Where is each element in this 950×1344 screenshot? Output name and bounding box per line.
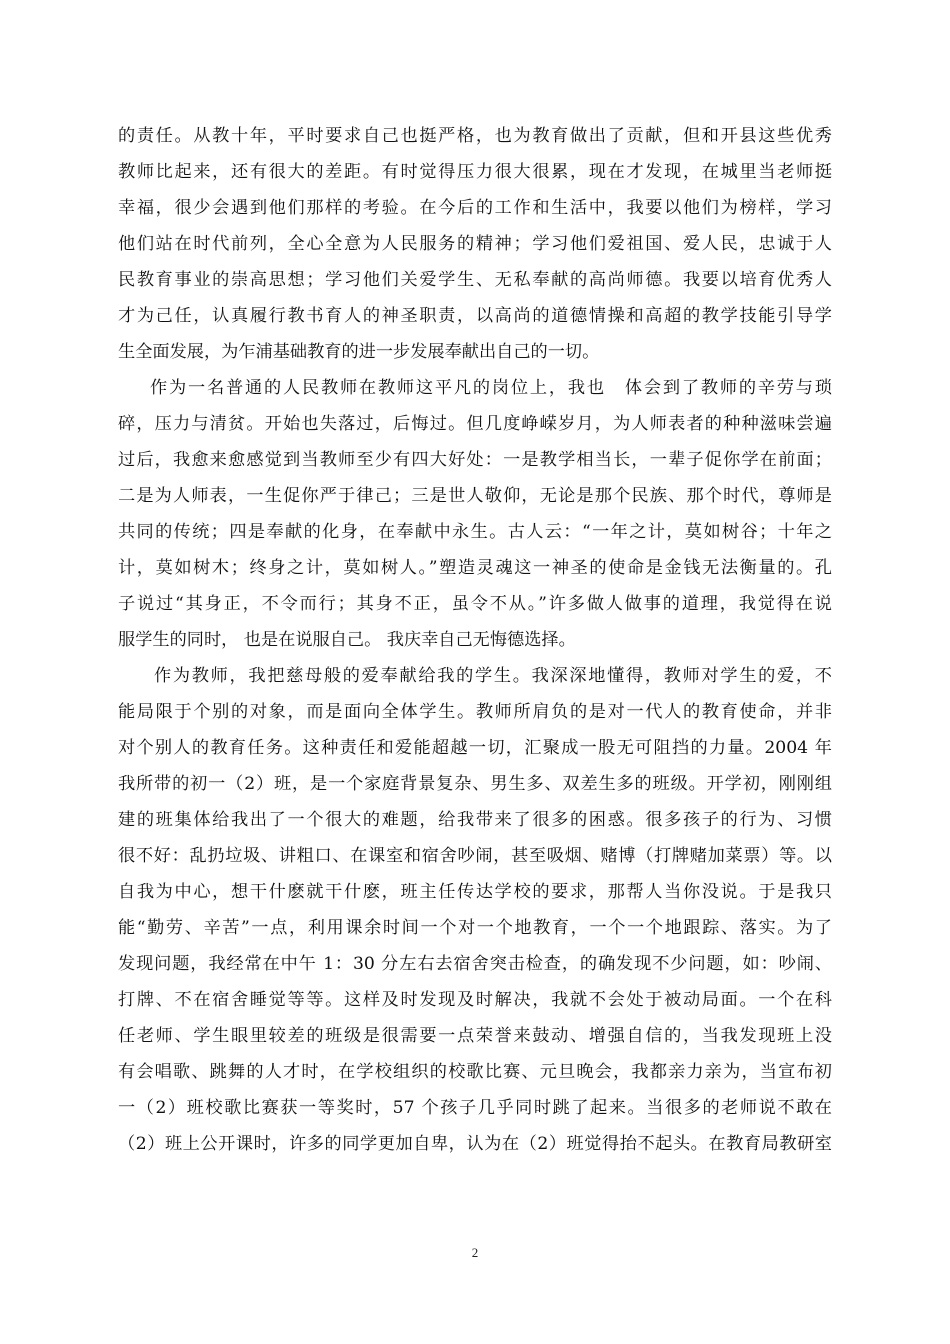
text-line: 对个别人的教育任务。这种责任和爱能超越一切，汇聚成一股无可阻挡的力量。2004 年 bbox=[118, 738, 832, 758]
text-line: 自我为中心，想干什麽就干什麽，班主任传达学校的要求，那帮人当你没说。于是我只 bbox=[118, 882, 832, 902]
text-line: 二是为人师表，一生促你严于律己；三是世人敬仰，无论是那个民族、那个时代，尊师是 bbox=[118, 486, 832, 506]
page-number: 2 bbox=[471, 1245, 479, 1260]
text-line: 碎，压力与清贫。开始也失落过，后悔过。但几度峥嵘岁月，为人师表者的种种滋味尝遍 bbox=[118, 414, 832, 434]
text-line: 有会唱歌、跳舞的人才时，在学校组织的校歌比赛、元旦晚会，我都亲力亲为，当宣布初 bbox=[118, 1062, 832, 1082]
text-line: 子说过“其身正，不令而行；其身不正，虽令不从。”许多做人做事的道理，我觉得在说 bbox=[118, 594, 832, 614]
text-line: 生全面发展，为乍浦基础教育的进一步发展奉献出自己的一切。 bbox=[118, 342, 600, 362]
text-line: 才为己任，认真履行教书育人的神圣职责，以高尚的道德情操和高超的教学技能引导学 bbox=[118, 306, 832, 326]
text-line: 很不好：乱扔垃圾、讲粗口、在课室和宿舍吵闹，甚至吸烟、赌博（打牌赌加菜票）等。以 bbox=[118, 846, 832, 866]
text-line: 作为教师，我把慈母般的爱奉献给我的学生。我深深地懂得，教师对学生的爱，不 bbox=[154, 666, 832, 686]
text-line: 我所带的初一（2）班，是一个家庭背景复杂、男生多、双差生多的班级。开学初，刚刚组 bbox=[118, 774, 832, 794]
text-line: 民教育事业的崇高思想；学习他们关爱学生、无私奉献的高尚师德。我要以培育优秀人 bbox=[118, 270, 832, 290]
text-line: 过后，我愈来愈感觉到当教师至少有四大好处：一是教学相当长，一辈子促你学在前面； bbox=[118, 450, 832, 470]
text-line: 幸福，很少会遇到他们那样的考验。在今后的工作和生活中，我要以他们为榜样，学习 bbox=[118, 198, 832, 218]
text-line: 能“勤劳、辛苦”一点，利用课余时间一个对一个地教育，一个一个地跟踪、落实。为了 bbox=[118, 918, 832, 938]
text-line: 作为一名普通的人民教师在教师这平凡的岗位上，我也 体会到了教师的辛劳与琐 bbox=[150, 378, 832, 398]
text-line: 他们站在时代前列，全心全意为人民服务的精神；学习他们爱祖国、爱人民，忠诚于人 bbox=[118, 234, 832, 254]
text-line: 任老师、学生眼里较差的班级是很需要一点荣誉来鼓动、增强自信的，当我发现班上没 bbox=[118, 1026, 832, 1046]
text-line: （2）班上公开课时，许多的同学更加自卑，认为在（2）班觉得抬不起头。在教育局教研室 bbox=[118, 1134, 832, 1154]
text-line: 一（2）班校歌比赛获一等奖时，57 个孩子几乎同时跳了起来。当很多的老师说不敢在 bbox=[118, 1098, 832, 1118]
text-line: 服学生的同时， 也是在说服自己。 我庆幸自己无悔德选择。 bbox=[118, 630, 576, 650]
text-line: 建的班集体给我出了一个很大的难题，给我带来了很多的困惑。很多孩子的行为、习惯 bbox=[118, 810, 832, 830]
text-line: 共同的传统；四是奉献的化身，在奉献中永生。古人云：“一年之计，莫如树谷；十年之 bbox=[118, 522, 832, 542]
text-line: 打牌、不在宿舍睡觉等等。这样及时发现及时解决，我就不会处于被动局面。一个在科 bbox=[118, 990, 832, 1010]
text-line: 教师比起来，还有很大的差距。有时觉得压力很大很累，现在才发现，在城里当老师挺 bbox=[118, 162, 832, 182]
text-line: 的责任。从教十年，平时要求自己也挺严格，也为教育做出了贡献，但和开县这些优秀 bbox=[118, 126, 832, 146]
document-body bbox=[118, 118, 832, 1162]
text-line: 发现问题，我经常在中午 1：30 分左右去宿舍突击检查，的确发现不少问题，如：吵闹、 bbox=[118, 954, 832, 974]
text-line: 能局限于个别的对象，而是面向全体学生。教师所肩负的是对一代人的教育使命，并非 bbox=[118, 702, 832, 722]
text-line: 计，莫如树木；终身之计，莫如树人。”塑造灵魂这一神圣的使命是金钱无法衡量的。孔 bbox=[118, 558, 832, 578]
